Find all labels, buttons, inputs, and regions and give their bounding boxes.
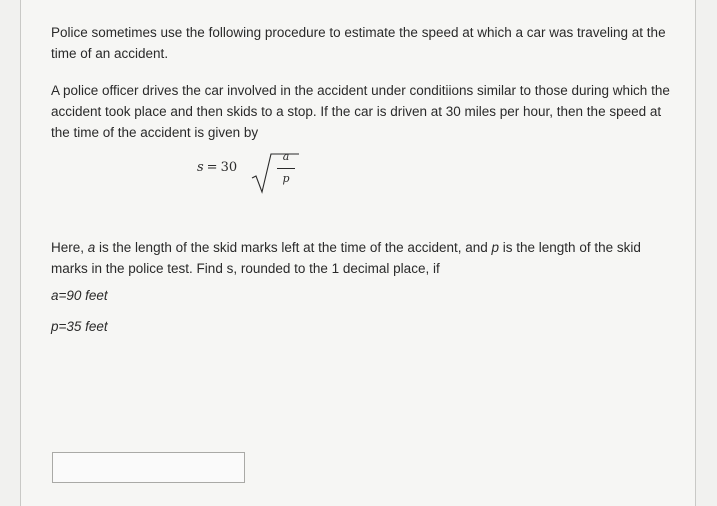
question-explanation: [51, 237, 671, 279]
question-card: [20, 0, 696, 506]
explanation-part-3: is the length of the skid marks in the police test. Find s, rounded to the 1 decimal place, if: [51, 240, 641, 276]
explanation-variable-a: a: [87, 240, 96, 255]
explanation-part-1: Here,: [51, 240, 88, 255]
formula-numerator: a: [282, 150, 290, 163]
formula-variable-s: s: [197, 160, 204, 175]
formula-equals: =: [206, 160, 218, 175]
formula-denominator: p: [282, 172, 290, 185]
formula-coefficient: 30: [220, 160, 238, 175]
formula-left-side: [197, 160, 237, 175]
answer-input[interactable]: [52, 452, 245, 483]
explanation-variable-p: p: [491, 240, 500, 255]
explanation-part-2: is the length of the skid marks left at the time of the accident, and: [95, 240, 492, 255]
given-p-value: p=35 feet: [51, 319, 108, 334]
fraction-bar: [277, 168, 295, 169]
speed-formula: [197, 150, 317, 196]
given-a-value: a=90 feet: [51, 288, 108, 303]
question-procedure: A police officer drives the car involved in the accident under conditiions similar to those during which the accident took place and then skids to a stop. If the car is driven at 30 miles per hour, then the speed at the time of the accident is given by: [51, 83, 670, 140]
square-root-sign: [251, 152, 301, 196]
question-intro: Police sometimes use the following procedure to estimate the speed at which a car was traveling at the time of an accident.: [51, 25, 666, 61]
